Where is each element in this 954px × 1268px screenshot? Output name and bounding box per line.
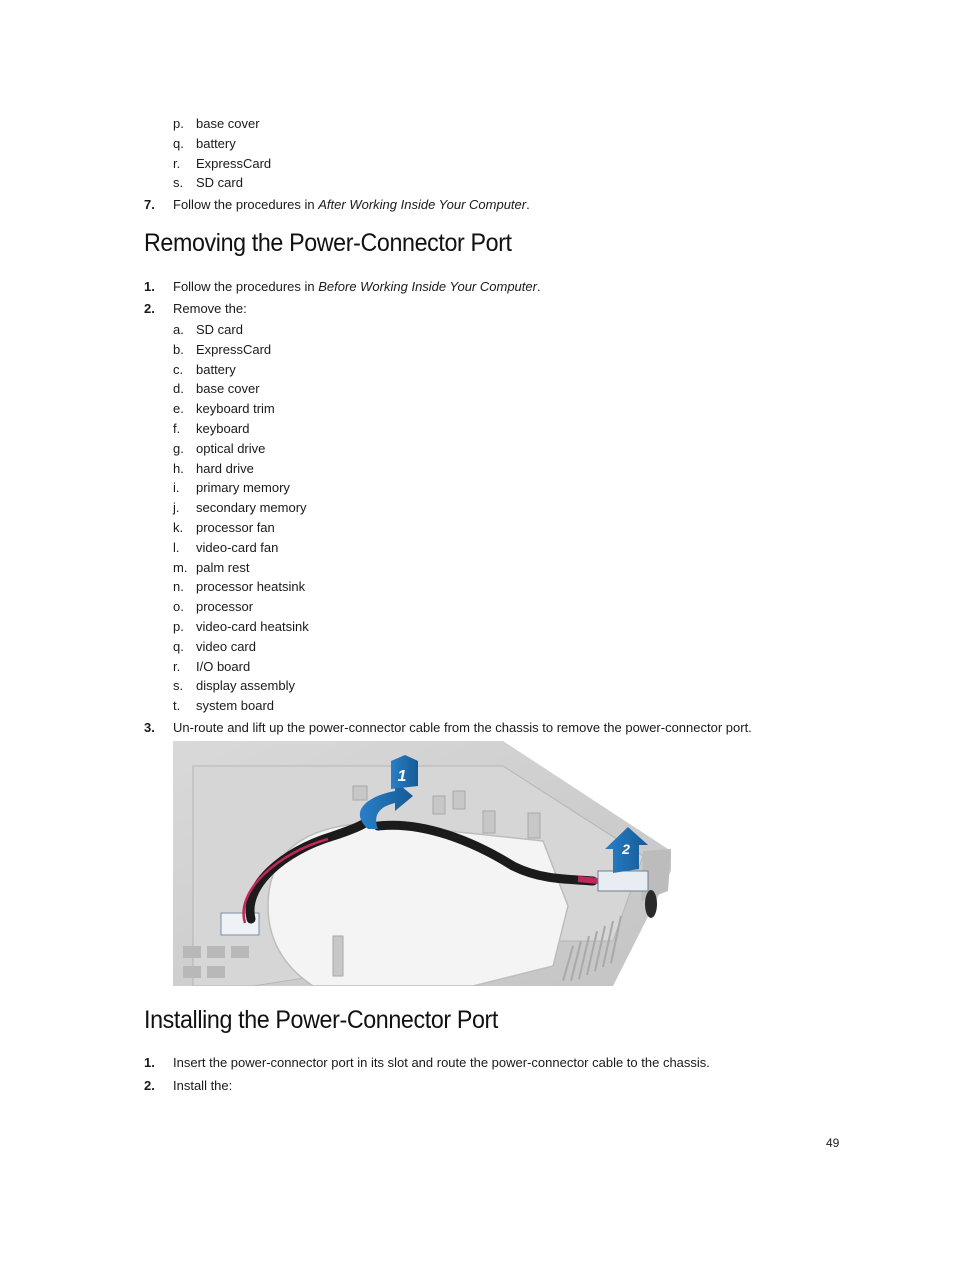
list-item: b. ExpressCard — [173, 341, 272, 357]
list-item: a. SD card — [173, 322, 243, 337]
removing-step-1: 1. Follow the procedures in Before Working Inside Your Computer. — [144, 279, 541, 294]
installing-step-2: 2. Install the: — [144, 1078, 233, 1093]
installing-step-1: 1. Insert the power-connector port in its slot and route the power-connector cable to the chassis. — [144, 1055, 710, 1070]
list-item: j. secondary memory — [173, 500, 307, 516]
chassis-diagram — [173, 741, 671, 986]
arrow-1-label: 1 — [397, 768, 407, 785]
removing-step-3: 3. Un-route and lift up the power-connector cable from the chassis to remove the power-connector port. — [144, 720, 752, 735]
remove-components-list — [173, 320, 309, 716]
list-item: d. base cover — [173, 381, 260, 397]
page-number: 49 — [826, 1136, 840, 1150]
section-title-installing: Installing the Power-Connector Port — [144, 1006, 499, 1034]
list-item: s. display assembly — [173, 678, 295, 694]
list-item: c. battery — [173, 361, 236, 377]
list-item: t. system board — [173, 698, 275, 714]
list-item: r. ExpressCard — [173, 155, 272, 171]
list-item: f. keyboard — [173, 420, 250, 436]
list-item: k. processor fan — [173, 519, 275, 535]
step-7: 7. Follow the procedures in After Working Inside Your Computer. — [144, 197, 530, 212]
continued-install-list — [173, 114, 271, 193]
removing-step-2: 2. Remove the: — [144, 301, 247, 316]
list-item: g. optical drive — [173, 440, 266, 456]
list-item: p. base cover — [173, 116, 260, 131]
link-after-working[interactable]: After Working Inside Your Computer — [318, 197, 527, 212]
list-item: q. video card — [173, 638, 256, 654]
list-item: n. processor heatsink — [173, 579, 306, 595]
list-item: h. hard drive — [173, 460, 254, 476]
list-item: q. battery — [173, 135, 236, 151]
list-item: p. video-card heatsink — [173, 618, 309, 634]
list-item: m. palm rest — [173, 559, 250, 575]
link-before-working[interactable]: Before Working Inside Your Computer — [318, 279, 537, 294]
list-item: o. processor — [173, 599, 254, 615]
list-item: l. video-card fan — [173, 539, 279, 555]
list-item: s. SD card — [173, 175, 243, 191]
arrow-2-label: 2 — [622, 841, 630, 857]
list-item: r. I/O board — [173, 658, 251, 674]
section-title-removing: Removing the Power-Connector Port — [144, 229, 512, 257]
list-item: e. keyboard trim — [173, 401, 275, 417]
list-item: i. primary memory — [173, 480, 290, 496]
power-connector-illustration — [173, 741, 671, 986]
